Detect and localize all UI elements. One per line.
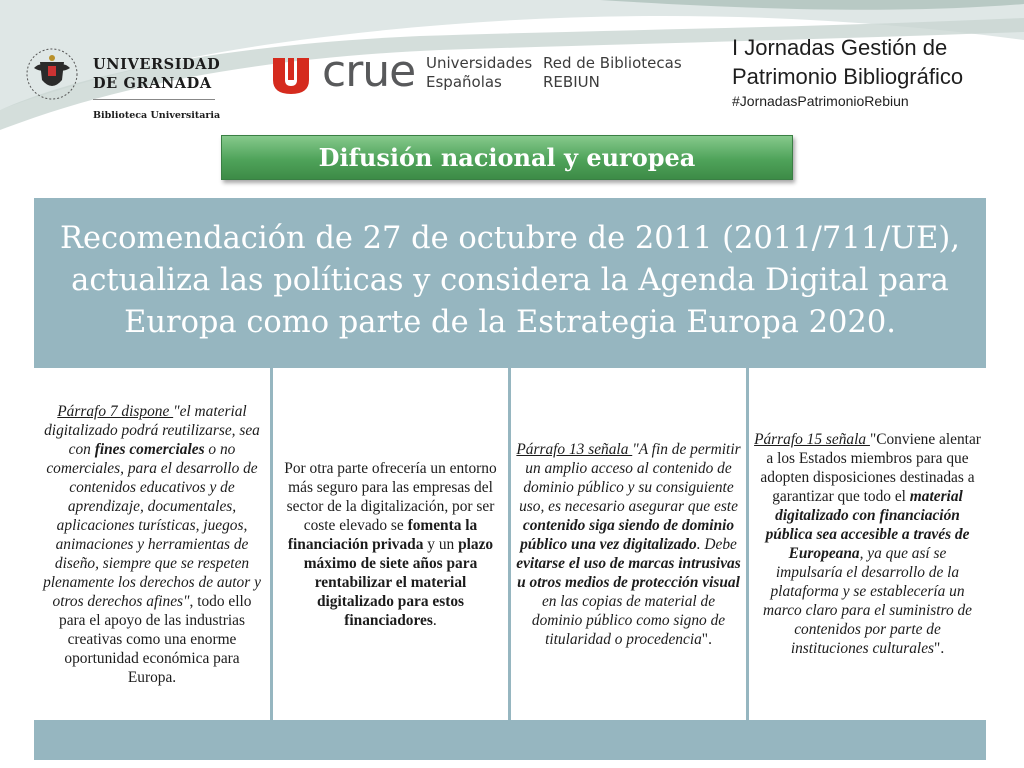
financing-text-2: y un	[423, 535, 459, 553]
university-name	[93, 55, 220, 93]
column-financing	[273, 368, 508, 720]
crue-line-rebiun: REBIUN	[543, 73, 600, 91]
university-seal-icon	[26, 46, 78, 102]
paragraph-7-lead: Párrafo 7 dispone	[57, 402, 174, 420]
paragraph-13-text-2: . Debe	[696, 535, 737, 553]
paragraph-13-text-3: en las copias de material de dominio público como signo de titularidad o procedencia	[531, 592, 726, 648]
paragraph-13-bold-1: contenido siga siendo de dominio público una vez digitalizado	[520, 516, 735, 553]
financing-bold-2: plazo máximo de siete años para rentabilizar el material digitalizado para estos financiadores	[303, 535, 494, 629]
paragraph-7-text-1: "el material digitalizado podrá reutilizarse, sea con	[44, 402, 260, 458]
crue-universidades-label	[426, 54, 532, 92]
paragraph-13-bold-2: evitarse el uso de marcas intrusivas u otros medios de protección visual	[516, 554, 741, 591]
paragraph-13-text-1: "A fin de permitir un amplio acceso al contenido de dominio público y su consiguiente uso, es necesario asegurar que este	[519, 440, 741, 515]
university-subtitle: Biblioteca Universitaria	[93, 110, 221, 121]
column-paragraph-7	[34, 368, 270, 720]
university-name-line1: UNIVERSIDAD	[93, 56, 221, 73]
paragraph-15-text-2: , ya que así se impulsaría el desarrollo de la plataforma y se establecería un marco claro para el suministro de contenidos por parte de instituciones culturales	[762, 545, 973, 657]
event-title-line1: I Jornadas Gestión de	[732, 35, 948, 60]
event-title	[732, 33, 963, 91]
crue-logo-icon	[273, 56, 309, 94]
section-title: Difusión nacional y europea	[221, 135, 793, 180]
financing-text-3: .	[432, 611, 437, 629]
event-title-line2: Patrimonio Bibliográfico	[732, 64, 964, 89]
paragraph-15-text-1: "Conviene alentar a los Estados miembros para que adopten disposiciones destinadas a garantizar que todo el	[760, 431, 981, 505]
paragraph-13-lead: Párrafo 13 señala	[516, 440, 633, 458]
paragraph-15-lead: Párrafo 15 señala	[754, 431, 870, 448]
financing-text-1: Por otra parte ofrecería un entorno más seguro para las empresas del sector de la digitalización, por ser coste elevado se	[284, 459, 497, 534]
financing-bold-1: fomenta la financiación privada	[287, 516, 478, 553]
column-paragraph-13	[511, 368, 746, 720]
recommendation-headline: Recomendación de 27 de octubre de 2011 (2011/711/UE), actualiza las políticas y considera la Agenda Digital para Europa como parte de la Estrategia Europa 2020.	[60, 221, 960, 340]
crue-line-espanolas: Españolas	[426, 73, 502, 91]
crue-line-red-bibliotecas: Red de Bibliotecas	[543, 54, 682, 72]
crue-line-universidades: Universidades	[426, 54, 533, 72]
paragraph-15-text-3: ".	[934, 640, 945, 657]
event-hashtag: #JornadasPatrimonioRebiun	[732, 93, 909, 109]
paragraph-13-text-4: ".	[701, 630, 712, 648]
crue-wordmark: crue	[322, 46, 416, 97]
university-divider	[93, 99, 215, 100]
paragraph-7-text-3: , todo ello para el apoyo de las industrias creativas como una enorme oportunidad económica para Europa.	[59, 592, 252, 686]
paragraph-7-text-2: o no comerciales, para el desarrollo de contenidos educativos y de aprendizaje, documentales, aplicaciones turísticas, juegos, animaciones y herramientas de diseño, siempre que se respeten plenamente los derechos de autor y otros derechos afines"	[43, 440, 261, 610]
paragraph-7-bold-1: fines comerciales	[94, 440, 205, 458]
column-paragraph-15	[749, 368, 986, 720]
university-name-line2: DE GRANADA	[93, 75, 212, 92]
paragraph-15-bold-1: material digitalizado con financiación pública sea accesible a través de Europeana	[765, 488, 970, 562]
crue-rebiun-label	[543, 54, 682, 92]
